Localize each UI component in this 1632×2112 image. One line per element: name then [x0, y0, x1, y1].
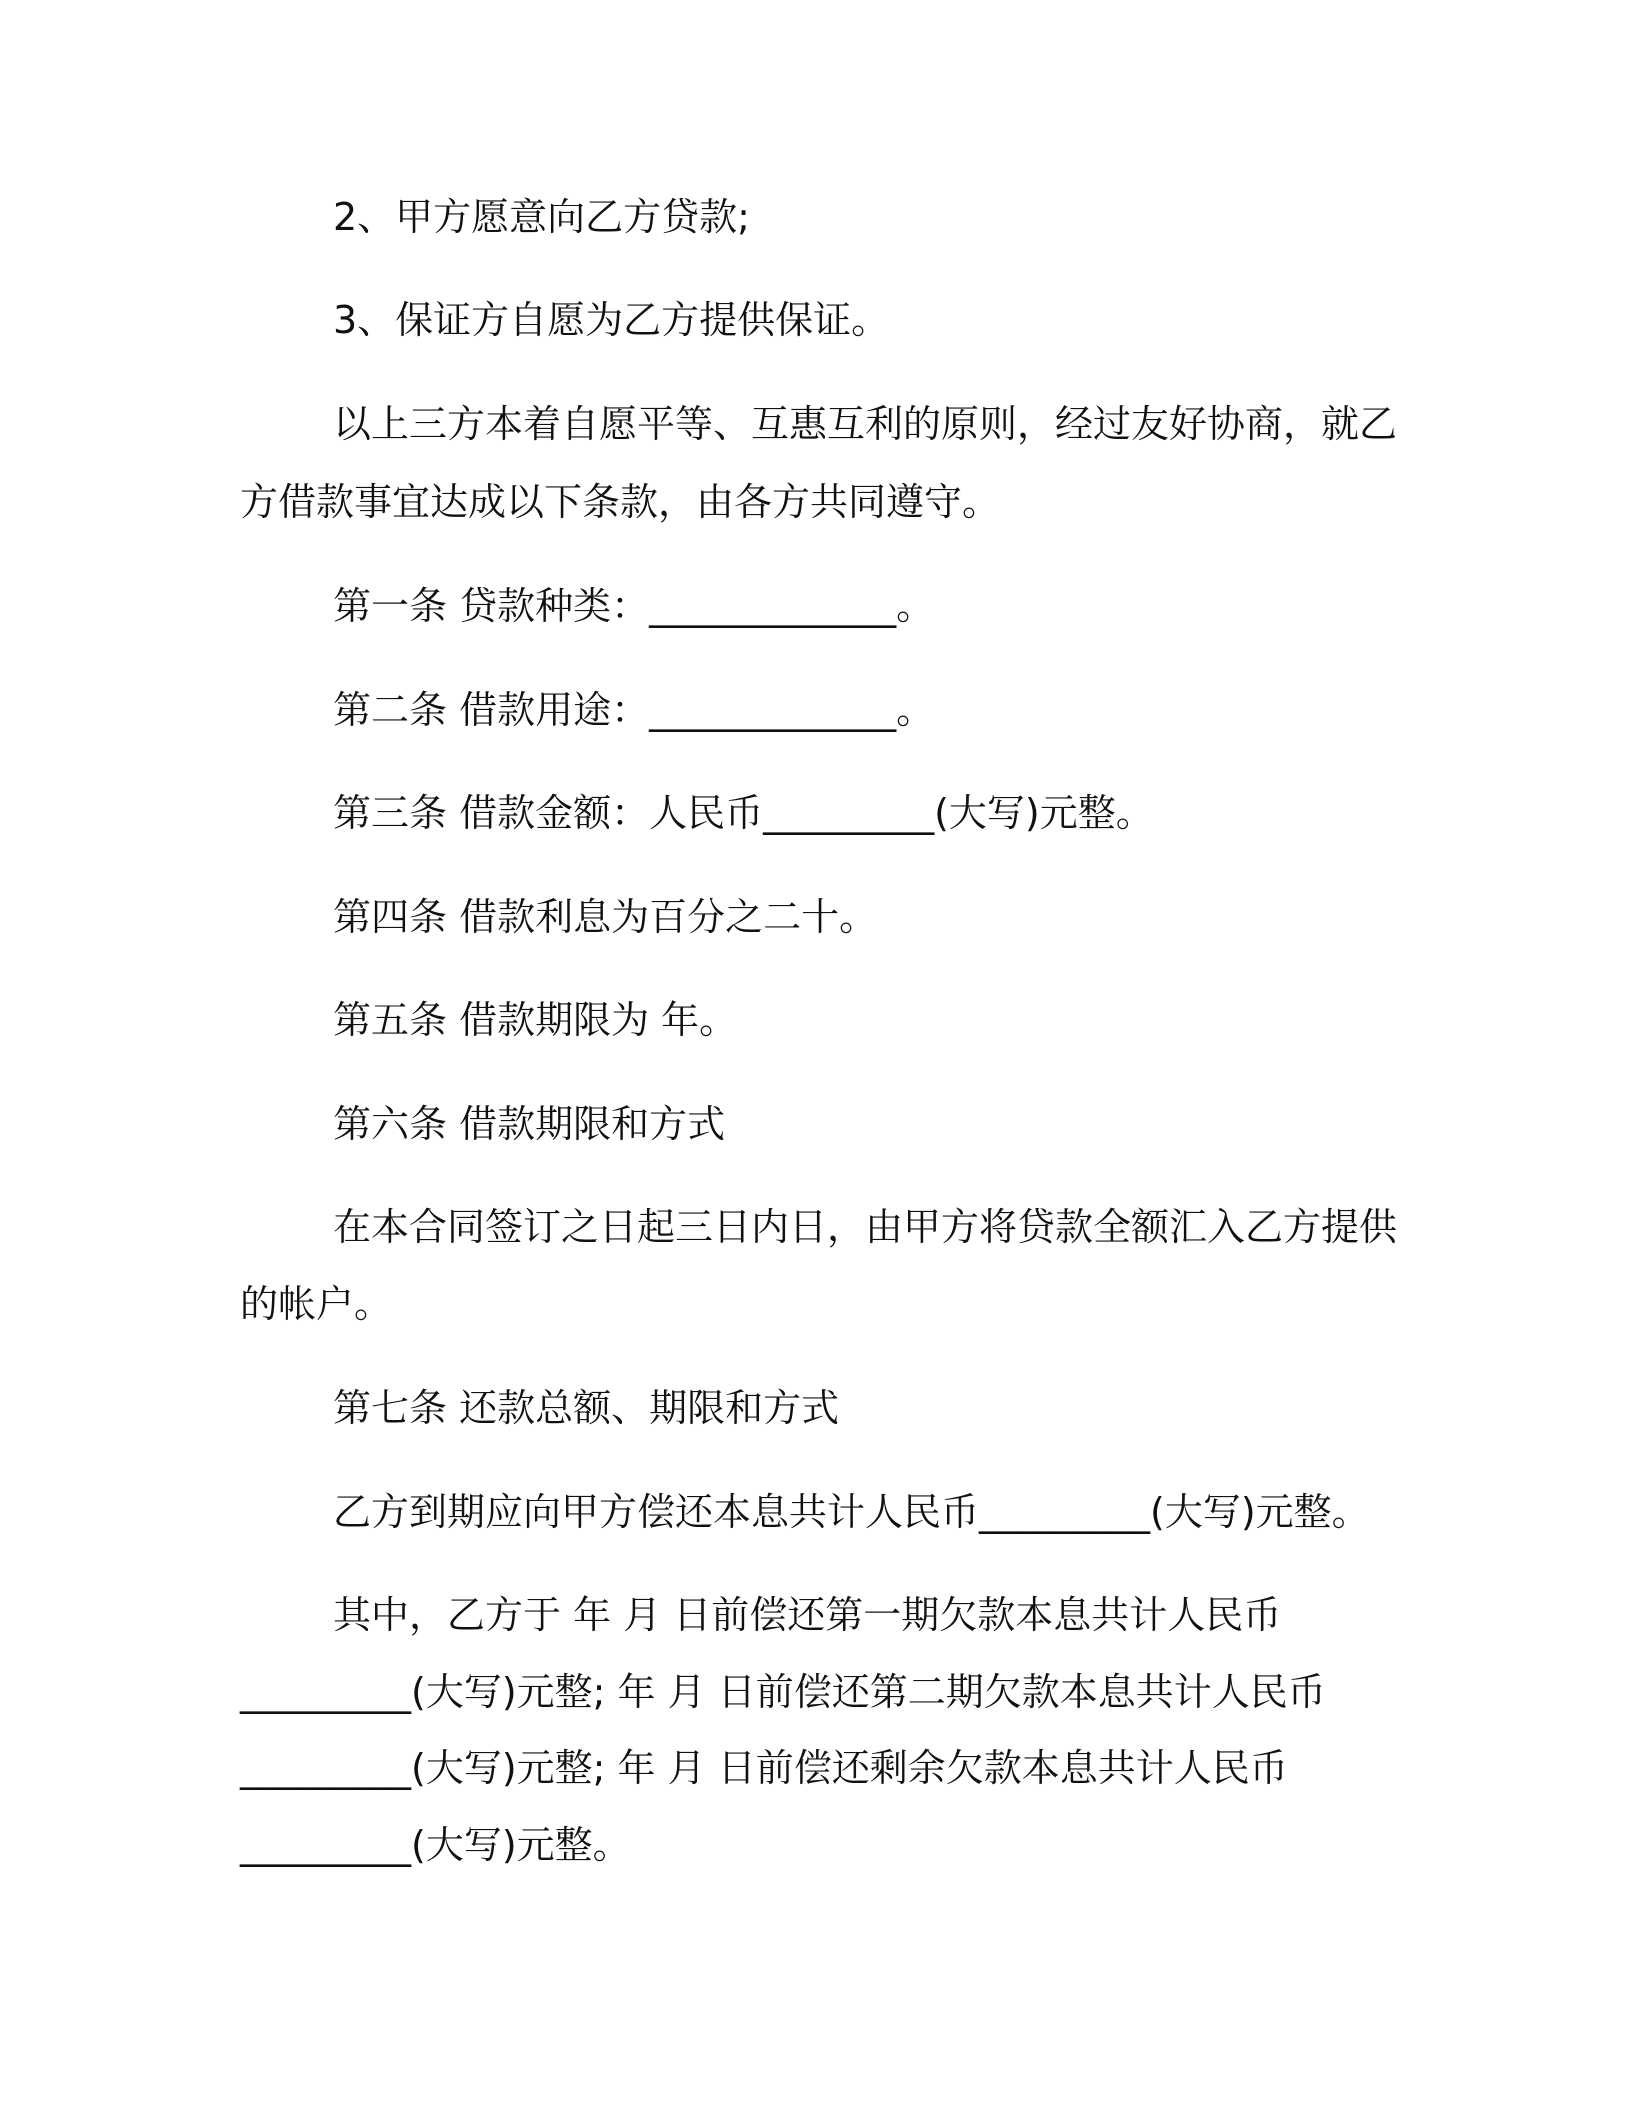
- installments-line-3: _________(大写)元整; 年 月 日前偿还剩余欠款本息共计人民币: [240, 1746, 1288, 1790]
- article-6-body-line-1: 在本合同签订之日起三日内日，由甲方将贷款全额汇入乙方提供: [333, 1205, 1398, 1249]
- installments-line-2: _________(大写)元整; 年 月 日前偿还第二期欠款本息共计人民币: [240, 1670, 1326, 1714]
- article-5-term: 第五条 借款期限为 年。: [333, 998, 738, 1042]
- article-7-heading: 第七条 还款总额、期限和方式: [333, 1386, 840, 1430]
- preamble-line-1: 以上三方本着自愿平等、互惠互利的原则，经过友好协商，就乙: [333, 402, 1398, 446]
- installments-line-1: 其中，乙方于 年 月 日前偿还第一期欠款本息共计人民币: [333, 1593, 1282, 1637]
- preamble-line-2: 方借款事宜达成以下条款，由各方共同遵守。: [240, 480, 1001, 524]
- clause-2-text: 2、甲方愿意向乙方贷款;: [333, 195, 750, 239]
- article-1-loan-type: 第一条 贷款种类：_____________。: [333, 584, 935, 628]
- article-2-loan-purpose: 第二条 借款用途：_____________。: [333, 688, 935, 732]
- article-7-total-repayment: 乙方到期应向甲方偿还本息共计人民币_________(大写)元整。: [333, 1490, 1370, 1534]
- article-4-interest: 第四条 借款利息为百分之二十。: [333, 895, 878, 939]
- article-6-body-line-2: 的帐户。: [240, 1282, 393, 1326]
- installments-line-4: _________(大写)元整。: [240, 1823, 631, 1867]
- clause-3-text: 3、保证方自愿为乙方提供保证。: [333, 298, 890, 342]
- article-3-loan-amount: 第三条 借款金额：人民币_________(大写)元整。: [333, 791, 1154, 835]
- article-6-heading: 第六条 借款期限和方式: [333, 1102, 726, 1146]
